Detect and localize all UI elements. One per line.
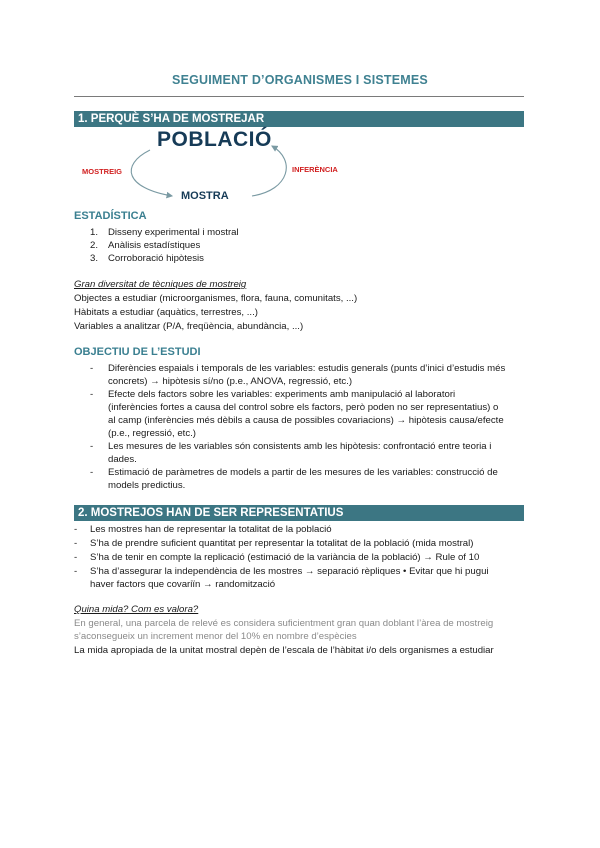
techniques-line: Objectes a estudiar (microorganismes, flora, fauna, comunitats, ...) [74, 293, 358, 304]
sample-label: MOSTRA [181, 190, 229, 202]
size-note-line: s’aconsegueix un increment menor del 10% en nombre d’espècies [74, 631, 357, 642]
size-note-line: En general, una parcela de relevé es considera suficientment gran quan doblant l’àrea de mostreig [74, 618, 494, 629]
techniques-title: Gran diversitat de tècniques de mostreig [74, 279, 247, 290]
inference-arrow [252, 146, 286, 196]
section-2-heading: 2. MOSTREJOS HAN DE SER REPRESENTATIUS [74, 505, 524, 521]
techniques-line: Hàbitats a estudiar (aquàtics, terrestres, ...) [74, 307, 258, 318]
sampling-label: MOSTREIG [82, 167, 123, 176]
title-divider [74, 96, 524, 97]
section-1-heading: 1. PERQUÈ S’HA DE MOSTREJAR [74, 111, 524, 127]
size-question: Quina mida? Com es valora? [74, 604, 199, 615]
page-title: SEGUIMENT D’ORGANISMES I SISTEMES [172, 73, 428, 87]
stats-heading: ESTADÍSTICA [74, 210, 147, 222]
population-label: POBLACIÓ [157, 128, 272, 151]
objective-heading: OBJECTIU DE L’ESTUDI [74, 346, 201, 358]
techniques-line: Variables a analitzar (P/A, freqüència, abundància, ...) [74, 321, 304, 332]
size-statement: La mida apropiada de la unitat mostral depèn de l’escala de l’hàbitat i/o dels organismes a estudiar [74, 645, 494, 656]
inference-label: INFERÈNCIA [292, 165, 338, 174]
sampling-arrow [131, 150, 172, 196]
